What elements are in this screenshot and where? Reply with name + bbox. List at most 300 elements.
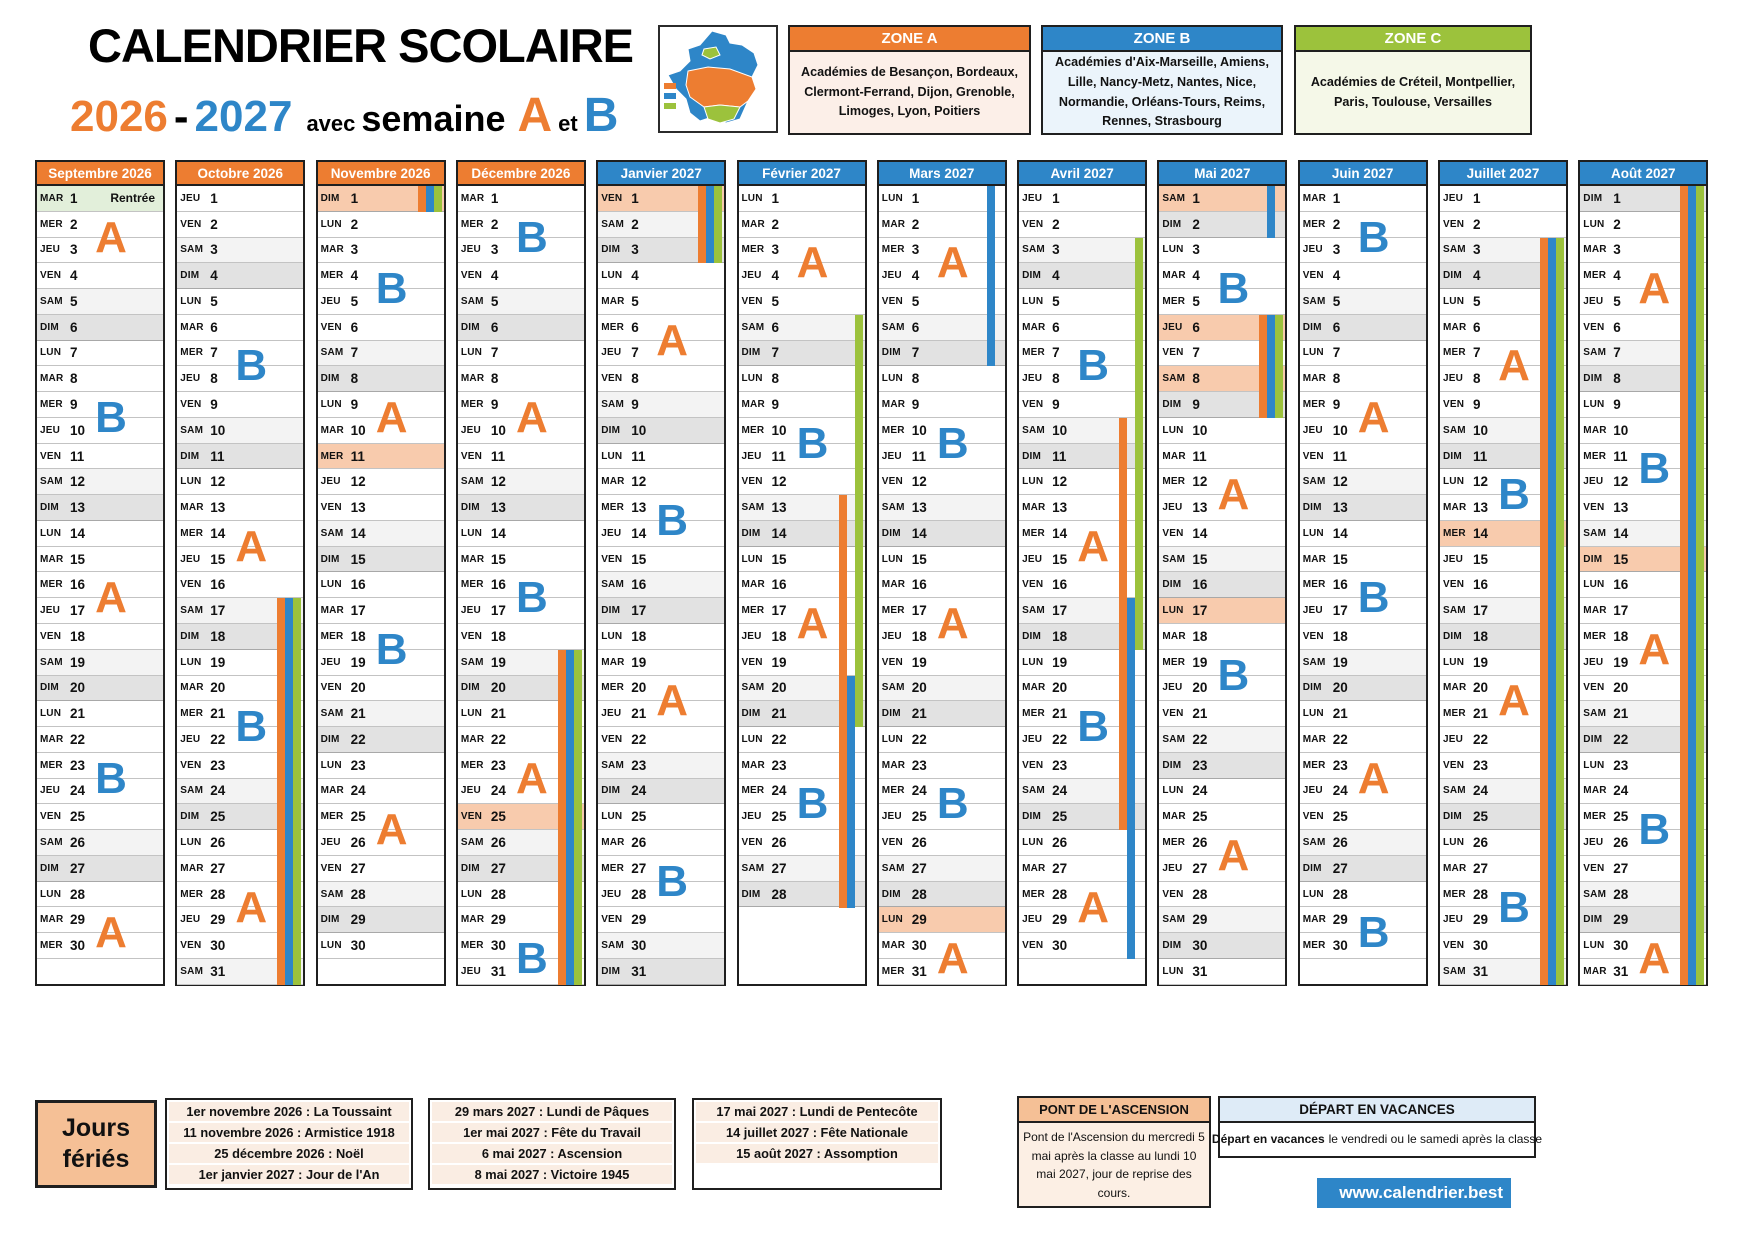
day-number: 13 [1192, 500, 1208, 516]
day-number: 9 [1473, 397, 1481, 412]
weekday-label: SAM [1583, 888, 1607, 900]
weekday-label: DIM [1583, 553, 1603, 565]
weekday-label: DIM [601, 785, 621, 797]
day-row [1159, 727, 1285, 753]
weekday-label: DIM [320, 733, 340, 745]
day-number: 7 [490, 345, 499, 361]
day-number: 30 [1473, 938, 1489, 954]
month-header: Août 2027 [1580, 162, 1706, 186]
weekday-label: MER [180, 708, 204, 720]
weekday-label: MAR [40, 553, 64, 565]
day-row [1300, 727, 1426, 753]
weekday-label: LUN [1443, 476, 1465, 488]
day-number: 30 [350, 938, 366, 954]
weekday-label: MAR [601, 476, 625, 488]
day-row [1300, 598, 1426, 624]
day-row [458, 547, 584, 573]
week-letter-a: A [375, 805, 408, 855]
day-number: 6 [70, 319, 78, 335]
weekday-label: DIM [1302, 502, 1322, 514]
weekday-label: DIM [601, 424, 621, 436]
week-letter-b: B [95, 753, 127, 803]
day-number: 14 [210, 525, 226, 541]
day-row [739, 186, 865, 212]
france-map-icon [660, 27, 776, 131]
weekday-label: DIM [741, 527, 761, 539]
feries-list-2 [428, 1098, 676, 1190]
day-number: 30 [1052, 938, 1068, 954]
weekday-label: MER [1162, 656, 1186, 668]
day-number: 18 [350, 628, 366, 644]
weekday-label: JEU [460, 785, 481, 797]
day-number: 23 [631, 757, 647, 773]
vacation-bar-zone-a [277, 598, 285, 985]
weekday-label: MAR [881, 940, 906, 952]
week-letter-b: B [1498, 470, 1530, 520]
weekday-label: DIM [601, 965, 621, 977]
ferie-list-item: 25 décembre 2026 : Noël [169, 1144, 409, 1163]
day-row [598, 392, 724, 418]
day-number: 7 [1473, 345, 1481, 361]
weekday-label: MAR [1022, 862, 1046, 874]
weekday-label: DIM [881, 347, 901, 359]
weekday-label: SAM [180, 785, 204, 797]
day-number: 17 [1473, 603, 1489, 619]
day-number: 5 [1473, 293, 1481, 309]
day-row [598, 469, 724, 495]
day-row [177, 263, 303, 289]
day-row [1159, 624, 1285, 650]
vacation-bar-zone-a [1259, 315, 1267, 418]
day-number: 21 [771, 706, 787, 722]
day-row [318, 779, 444, 805]
day-number: 25 [490, 809, 506, 825]
day-row [458, 495, 584, 521]
week-letter-a: A [1217, 470, 1250, 520]
day-row [879, 907, 1005, 933]
weekday-label: MER [40, 759, 63, 771]
day-number: 17 [350, 603, 366, 619]
day-number: 2 [771, 216, 780, 232]
day-number: 4 [1192, 268, 1200, 284]
weekday-label: VEN [1302, 450, 1324, 462]
week-letter-b: B [936, 779, 969, 829]
day-number: 6 [350, 319, 359, 335]
weekday-label: SAM [741, 862, 765, 874]
day-number: 2 [1052, 216, 1060, 232]
day-row [1159, 547, 1285, 573]
day-number: 12 [771, 474, 787, 490]
weekday-label: VEN [1583, 502, 1605, 514]
day-row [458, 186, 584, 212]
day-number: 7 [70, 345, 78, 361]
day-number: 28 [210, 886, 226, 902]
weekday-label: MER [40, 579, 63, 591]
day-number: 18 [911, 628, 927, 644]
day-row [318, 366, 444, 392]
day-number: 26 [70, 835, 86, 851]
month-header: Avril 2027 [1019, 162, 1145, 186]
vacation-bar-zone-b [426, 186, 434, 212]
weekday-label: DIM [1022, 630, 1042, 642]
weekday-label: SAM [1302, 656, 1326, 668]
day-number: 4 [1473, 268, 1481, 284]
day-row [1300, 366, 1426, 392]
day-row [318, 572, 444, 598]
day-row [739, 315, 865, 341]
day-row [1300, 676, 1426, 702]
day-number: 28 [1613, 886, 1629, 902]
day-number: 10 [70, 422, 86, 438]
weekday-label: LUN [601, 811, 623, 823]
day-row [1159, 779, 1285, 805]
day-number: 12 [490, 474, 506, 490]
day-row [739, 418, 865, 444]
day-number: 19 [1192, 654, 1208, 670]
day-number: 24 [210, 783, 226, 799]
day-row [1159, 263, 1285, 289]
day-number: 15 [631, 551, 647, 567]
weekday-label: SAM [1162, 192, 1186, 204]
day-row [177, 238, 303, 264]
weekday-label: DIM [180, 630, 200, 642]
day-row [598, 907, 724, 933]
weekday-label: LUN [881, 192, 903, 204]
day-number: 6 [1052, 319, 1060, 335]
weekday-label: VEN [180, 218, 202, 230]
day-number: 19 [1613, 654, 1629, 670]
day-row [37, 392, 163, 418]
day-row [458, 366, 584, 392]
weekday-label: MER [1162, 295, 1186, 307]
day-row [1159, 289, 1285, 315]
day-number: 24 [1613, 783, 1629, 799]
weekday-label: MER [40, 218, 63, 230]
day-number: 21 [1052, 706, 1068, 722]
weekday-label: MAR [40, 914, 64, 926]
day-row [1159, 701, 1285, 727]
day-number: 22 [70, 731, 86, 747]
day-number: 4 [771, 268, 780, 284]
day-number: 20 [631, 680, 647, 696]
weekday-label: MAR [180, 321, 204, 333]
week-letter-a: A [936, 238, 969, 288]
day-row [458, 624, 584, 650]
day-number: 25 [1332, 809, 1348, 825]
vacation-bar-zone-b [987, 186, 995, 366]
weekday-label: VEN [180, 579, 202, 591]
weekday-label: LUN [320, 399, 342, 410]
feries-list-3 [692, 1098, 942, 1190]
ferie-list-item: 17 mai 2027 : Lundi de Pentecôte [696, 1102, 938, 1121]
day-row [318, 933, 444, 959]
month-column [175, 160, 305, 986]
day-row [37, 624, 163, 650]
weekday-label: MAR [1583, 605, 1607, 617]
day-row [458, 392, 584, 418]
day-number: 11 [1332, 448, 1347, 464]
day-number: 20 [210, 680, 226, 696]
day-row [879, 418, 1005, 444]
day-number: 15 [350, 551, 366, 567]
weekday-label: MAR [1583, 424, 1607, 436]
week-letter-b: B [656, 856, 689, 906]
weekday-label: VEN [601, 192, 623, 204]
weekday-label: VEN [1302, 630, 1324, 642]
day-number: 8 [1052, 371, 1060, 387]
weekday-label: VEN [180, 399, 202, 410]
weekday-label: VEN [1443, 759, 1465, 771]
weekday-label: LUN [460, 708, 483, 720]
day-number: 4 [631, 268, 639, 284]
weekday-label: MER [601, 682, 625, 694]
day-number: 28 [490, 886, 506, 902]
day-row [1019, 289, 1145, 315]
day-number: 30 [1192, 938, 1208, 954]
day-number: 5 [70, 293, 78, 309]
weekday-label: VEN [741, 476, 763, 488]
day-number: 22 [490, 731, 506, 747]
weekday-label: VEN [320, 502, 342, 514]
weekday-label: MER [1443, 347, 1466, 359]
weekday-label: MER [180, 347, 204, 359]
weekday-label: DIM [881, 708, 901, 720]
weekday-label: LUN [1583, 218, 1605, 230]
day-row [318, 341, 444, 367]
day-row [458, 341, 584, 367]
weekday-label: DIM [180, 811, 200, 823]
ferie-list-item: 1er janvier 2027 : Jour de l'An [169, 1165, 409, 1184]
day-row [37, 238, 163, 264]
weekday-label: VEN [601, 553, 623, 565]
weekday-label: JEU [741, 270, 762, 282]
weekday-label: MER [1302, 218, 1326, 230]
day-row [879, 779, 1005, 805]
day-number: 2 [490, 216, 499, 232]
week-letter-a: A [95, 212, 127, 262]
weekday-label: VEN [1162, 347, 1184, 359]
weekday-label: LUN [601, 270, 623, 282]
day-number: 28 [1192, 886, 1208, 902]
day-number: 2 [210, 216, 218, 232]
weekday-label: JEU [1022, 553, 1043, 565]
weekday-label: MAR [1162, 630, 1186, 642]
vacation-bar-zone-c [714, 186, 722, 263]
day-number: 9 [1192, 397, 1200, 412]
weekday-label: VEN [40, 450, 62, 462]
day-number: 8 [631, 371, 639, 387]
day-row [318, 598, 444, 624]
weekday-label: SAM [601, 218, 625, 230]
weekday-label: MER [881, 244, 905, 256]
day-number: 12 [1332, 474, 1348, 490]
day-number: 7 [210, 345, 218, 361]
day-row [1300, 624, 1426, 650]
day-number: 9 [1613, 397, 1621, 412]
zone-b-box [1041, 25, 1283, 135]
vacation-bar-zone-c [1696, 186, 1704, 985]
subtitle-letter-a: A [517, 89, 553, 142]
day-row [598, 650, 724, 676]
zone-a-academies: Académies de Besançon, Bordeaux, Clermont-Ferrand, Dijon, Grenoble, Limoges, Lyon, Poitiers [790, 52, 1029, 133]
day-number: 25 [771, 809, 787, 825]
weekday-label: MAR [1302, 373, 1327, 385]
weekday-label: MER [320, 630, 344, 642]
day-row [37, 753, 163, 779]
day-number: 29 [911, 912, 927, 928]
day-number: 21 [210, 706, 226, 722]
day-row [598, 366, 724, 392]
day-number: 18 [1192, 628, 1208, 644]
day-number: 19 [490, 654, 506, 670]
day-number: 22 [771, 731, 787, 747]
week-letter-a: A [796, 599, 829, 649]
weekday-label: MAR [320, 424, 344, 436]
day-number: 24 [1192, 783, 1208, 799]
vacation-bar-zone-b [1267, 186, 1275, 238]
day-number: 10 [631, 422, 647, 438]
weekday-label: JEU [1022, 192, 1043, 204]
day-row [318, 624, 444, 650]
vacation-bar-zone-a [558, 650, 566, 985]
day-number: 6 [771, 319, 780, 335]
ferie-list-item: 8 mai 2027 : Victoire 1945 [432, 1165, 672, 1184]
day-number: 11 [1613, 448, 1628, 464]
day-number: 23 [350, 757, 366, 773]
day-number: 31 [1192, 963, 1208, 979]
vacation-bar-zone-c [1275, 315, 1283, 418]
weekday-label: JEU [460, 605, 481, 617]
weekday-label: LUN [1583, 940, 1605, 952]
weekday-label: VEN [601, 914, 623, 926]
day-number: 6 [490, 319, 499, 335]
day-number: 23 [911, 757, 927, 773]
day-row [598, 856, 724, 882]
weekday-label: MAR [741, 218, 765, 230]
day-row [1159, 907, 1285, 933]
weekday-label: DIM [320, 553, 340, 565]
day-row [598, 804, 724, 830]
day-row [318, 315, 444, 341]
day-row [318, 444, 444, 470]
day-row [318, 469, 444, 495]
day-number: 27 [1473, 860, 1489, 876]
weekday-label: LUN [601, 630, 623, 642]
day-row [1159, 521, 1285, 547]
day-number: 17 [771, 603, 787, 619]
day-number: 18 [771, 628, 787, 644]
day-number: 21 [1613, 706, 1629, 722]
weekday-label: LUN [741, 733, 763, 745]
weekday-label: VEN [741, 837, 763, 849]
day-number: 23 [490, 757, 506, 773]
weekday-label: LUN [1162, 785, 1184, 797]
day-row [1159, 418, 1285, 444]
day-number: 31 [1473, 963, 1489, 979]
day-row [598, 495, 724, 521]
day-number: 28 [1332, 886, 1348, 902]
weekday-label: SAM [881, 682, 905, 694]
day-row [177, 392, 303, 418]
day-number: 15 [1613, 551, 1629, 567]
day-row [1159, 676, 1285, 702]
month-column [456, 160, 586, 986]
weekday-label: JEU [881, 270, 902, 282]
day-number: 1 [1613, 190, 1621, 206]
weekday-label: VEN [320, 862, 342, 874]
weekday-label: MAR [1583, 785, 1607, 797]
depart-vacances-title: DÉPART EN VACANCES [1220, 1098, 1534, 1123]
day-number: 7 [1613, 345, 1621, 361]
weekday-label: MAR [320, 785, 344, 797]
weekday-label: DIM [1302, 862, 1322, 874]
week-letter-a: A [1217, 831, 1250, 881]
weekday-label: JEU [180, 914, 201, 926]
week-letter-a: A [1498, 341, 1530, 391]
week-letter-b: B [1638, 805, 1671, 855]
day-row [318, 676, 444, 702]
week-letter-a: A [656, 315, 689, 365]
day-row [37, 572, 163, 598]
day-number: 1 [911, 190, 920, 206]
website-link[interactable]: www.calendrier.best [1317, 1178, 1511, 1208]
weekday-label: SAM [180, 965, 204, 977]
weekday-label: MAR [1302, 733, 1327, 745]
day-number: 23 [1332, 757, 1348, 773]
day-row [177, 469, 303, 495]
weekday-label: JEU [741, 450, 762, 462]
weekday-label: DIM [40, 862, 59, 874]
day-number: 29 [350, 912, 366, 928]
day-number: 11 [1052, 448, 1067, 464]
day-number: 15 [70, 551, 86, 567]
day-number: 6 [911, 319, 920, 335]
day-number: 6 [1473, 319, 1481, 335]
day-row [879, 624, 1005, 650]
day-number: 1 [70, 190, 78, 206]
weekday-label: JEU [601, 527, 622, 539]
day-number: 20 [911, 680, 927, 696]
page-title: CALENDRIER SCOLAIRE [88, 19, 634, 72]
day-row [37, 444, 163, 470]
day-row [37, 289, 163, 315]
day-row [1300, 289, 1426, 315]
day-number: 18 [631, 628, 647, 644]
week-letter-a: A [95, 573, 127, 623]
day-number: 9 [490, 397, 499, 412]
day-row [37, 495, 163, 521]
day-number: 5 [631, 293, 639, 309]
day-row [598, 779, 724, 805]
weekday-label: LUN [180, 476, 202, 488]
day-row [598, 521, 724, 547]
day-number: 19 [1332, 654, 1348, 670]
day-row [739, 341, 865, 367]
day-row [1019, 186, 1145, 212]
day-number: 3 [631, 242, 639, 258]
weekday-label: DIM [741, 888, 761, 900]
day-number: 4 [1613, 268, 1621, 284]
day-number: 1 [1473, 190, 1481, 206]
weekday-label: VEN [1443, 218, 1465, 230]
day-row [1300, 856, 1426, 882]
weekday-label: DIM [1162, 940, 1182, 952]
day-number: 3 [1613, 242, 1621, 258]
day-number: 22 [631, 731, 647, 747]
day-row [177, 315, 303, 341]
month-column [316, 160, 446, 986]
day-number: 17 [70, 603, 86, 619]
